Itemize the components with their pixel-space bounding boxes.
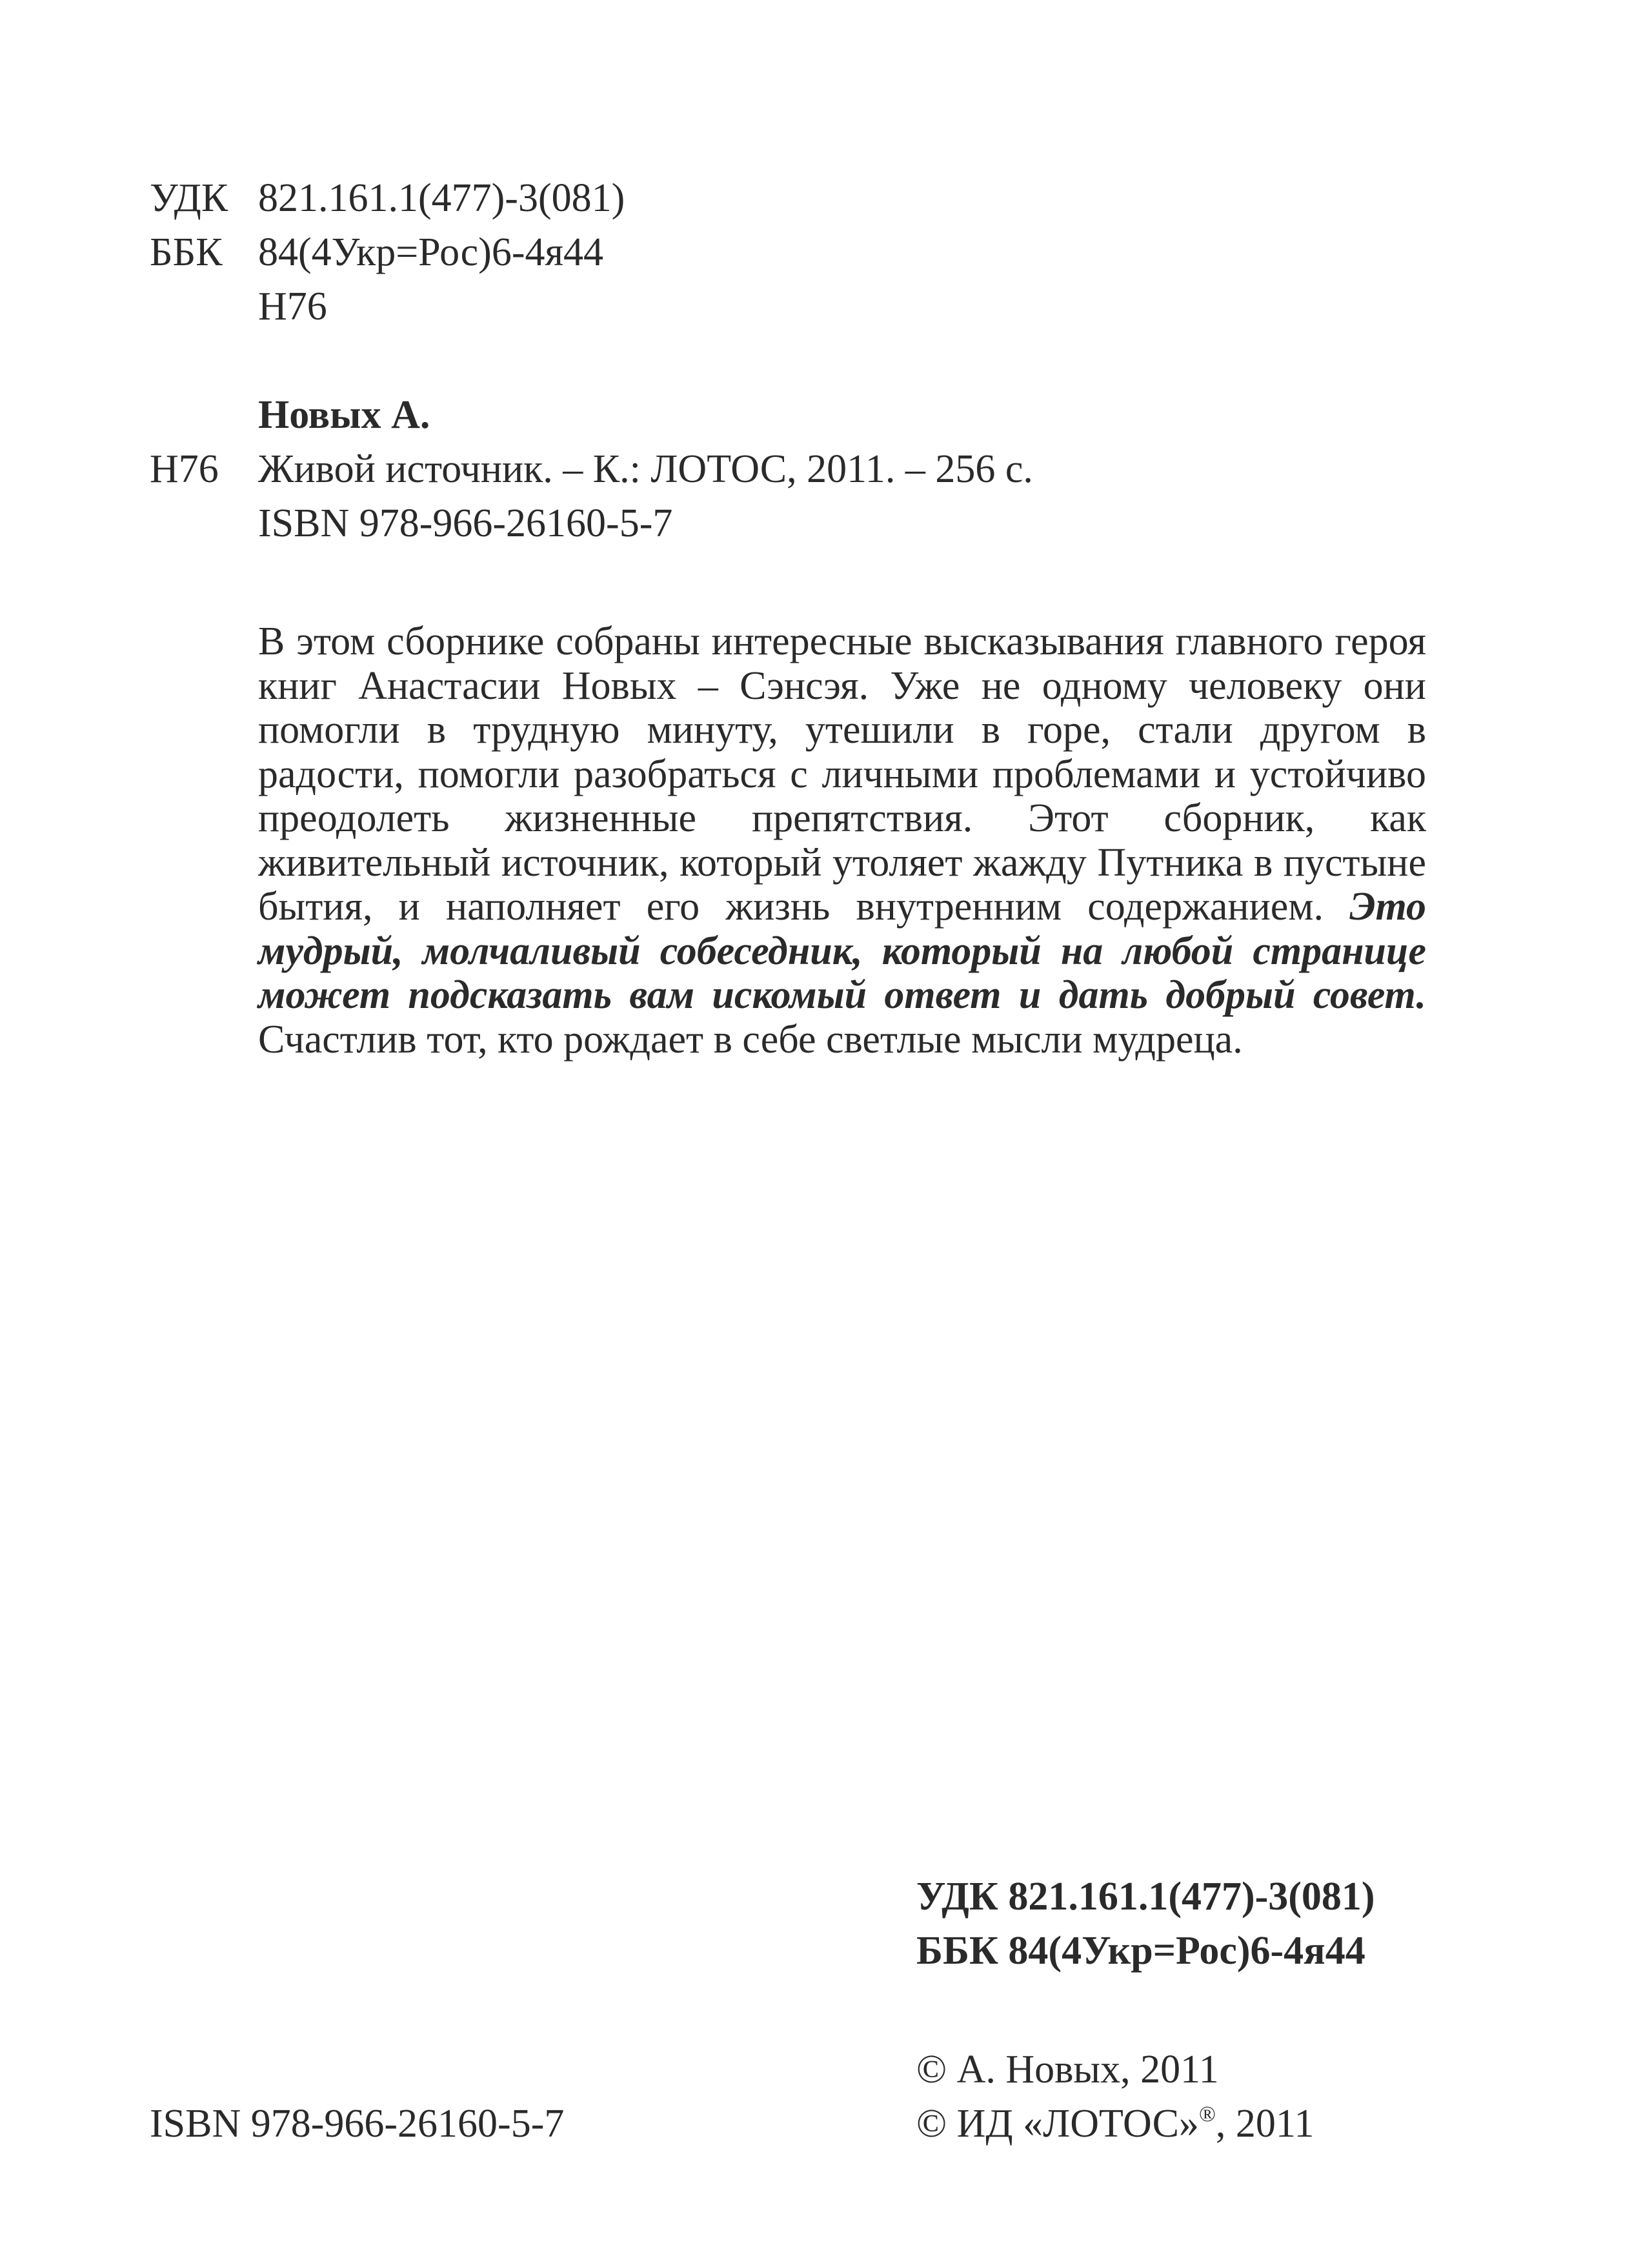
isbn-line: ISBN 978-966-26160-5-7 [258,501,673,545]
udk-row [150,178,228,218]
udk-label: УДК [150,176,228,220]
bbk-label: ББК [150,230,223,274]
copyright-author: © А. Новых, 2011 [916,2048,1219,2091]
copyright-publisher-prefix: © ИД «ЛОТОС» [916,2102,1199,2146]
footer-bbk: ББК 84(4Укр=Рос)6-4я44 [916,1929,1365,1973]
bbk-row [150,232,223,272]
copyright-publisher-suffix: , 2011 [1215,2102,1315,2146]
registered-mark: ® [1198,2102,1216,2127]
author-name: Новых А. [258,393,430,437]
abstract-paragraph [258,620,1426,1062]
title-line: Живой источник. – К.: ЛОТОС, 2011. – 256 с. [258,447,1033,491]
author-mark-top: Н76 [258,285,327,328]
footer-isbn: ISBN 978-966-26160-5-7 [150,2102,565,2146]
abstract-text [258,620,1426,1062]
udk-value: 821.161.1(477)-3(081) [258,176,625,220]
footer-udk: УДК 821.161.1(477)-3(081) [916,1875,1375,1919]
abstract-part-2: Счастлив тот, кто рождает в себе светлые мысли мудреца. [258,1017,1243,1062]
abstract-emphasis: Это мудрый, молчаливый собеседник, который на любой странице может подсказать вам искомый ответ и дать добрый совет. [258,885,1426,1017]
bbk-value: 84(4Укр=Рос)6-4я44 [258,230,603,274]
author-mark: Н76 [150,447,219,491]
copyright-publisher [916,2104,1315,2144]
abstract-part-1: В этом сборнике собраны интересные высказывания главного героя книг Анастасии Новых – Сэнсэя. Уже не одному человеку они помогли в трудную минуту, утешили в горе, стали другом в радости, помогли разобраться с личными проблемами и устойчиво преодолеть жизненные препятствия. Этот сборник, как живительный источник, который утоляет жажду Путника в пустыне бытия, и наполняет его жизнь внутренним содержанием. [258,620,1426,929]
